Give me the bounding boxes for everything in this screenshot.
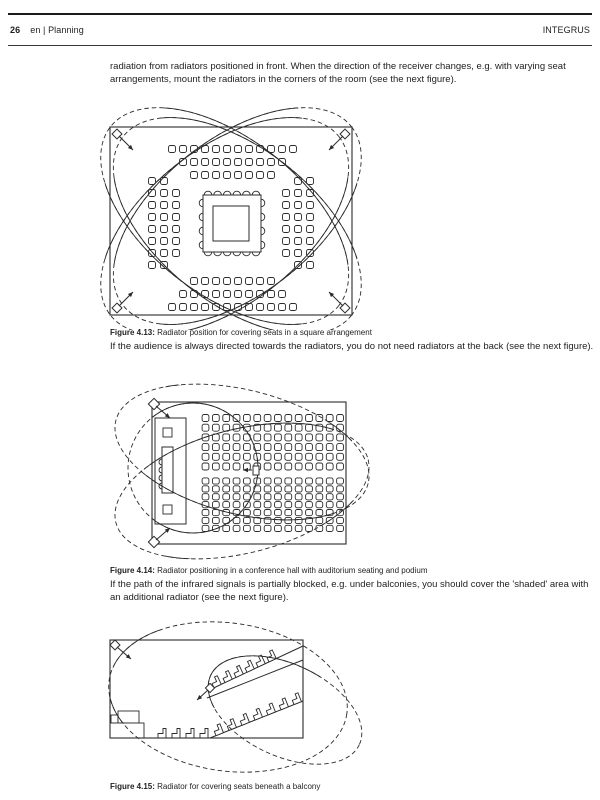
stage-podium	[110, 711, 144, 738]
paragraph-shaded-area: If the path of the infrared signals is partially blocked, e.g. under balconies, you should cover the 'shaded' area with an additional radiator (see the next figure).	[110, 579, 589, 603]
balcony	[207, 646, 303, 698]
page-number: 26	[10, 25, 21, 35]
figure-4-14-diagram	[105, 372, 395, 570]
figure-4-15-label: Figure 4.15:	[110, 782, 155, 791]
central-table	[199, 191, 265, 256]
figure-4-13-label: Figure 4.13:	[110, 328, 155, 337]
figure-4-14-caption	[110, 566, 600, 576]
figure-4-13-caption-text: Radiator position for covering seats in a square arrangement	[154, 328, 372, 337]
figure-4-15-caption	[110, 782, 600, 792]
paragraph-radiator-direction: radiation from radiators positioned in front. When the direction of the receiver changes, e.g. with varying seat arrangements, mount the radiators in the corners of the room (see the next figure).	[110, 61, 566, 85]
header-left	[10, 25, 84, 35]
header-divider-rule	[8, 45, 592, 46]
figure-4-15-diagram	[100, 612, 382, 784]
side-view-seating	[158, 693, 303, 738]
section-label: en | Planning	[30, 25, 84, 35]
podium	[155, 418, 186, 524]
coverage-ellipses	[100, 612, 379, 784]
top-border-rule	[8, 13, 592, 15]
figure-4-14-label: Figure 4.14:	[110, 566, 155, 575]
paragraph-audience-direction: If the audience is always directed towards the radiators, you do not need radiators at the back (see the next figure).	[110, 341, 594, 352]
figure-4-13-caption	[110, 328, 600, 338]
figure-4-13-diagram	[90, 106, 390, 330]
brand-label: INTEGRUS	[542, 25, 590, 35]
figure-4-14-caption-text: Radiator positioning in a conference hall with auditorium seating and podium	[154, 566, 428, 575]
radiators	[110, 640, 215, 700]
figure-4-15-caption-text: Radiator for covering seats beneath a balcony	[154, 782, 321, 791]
